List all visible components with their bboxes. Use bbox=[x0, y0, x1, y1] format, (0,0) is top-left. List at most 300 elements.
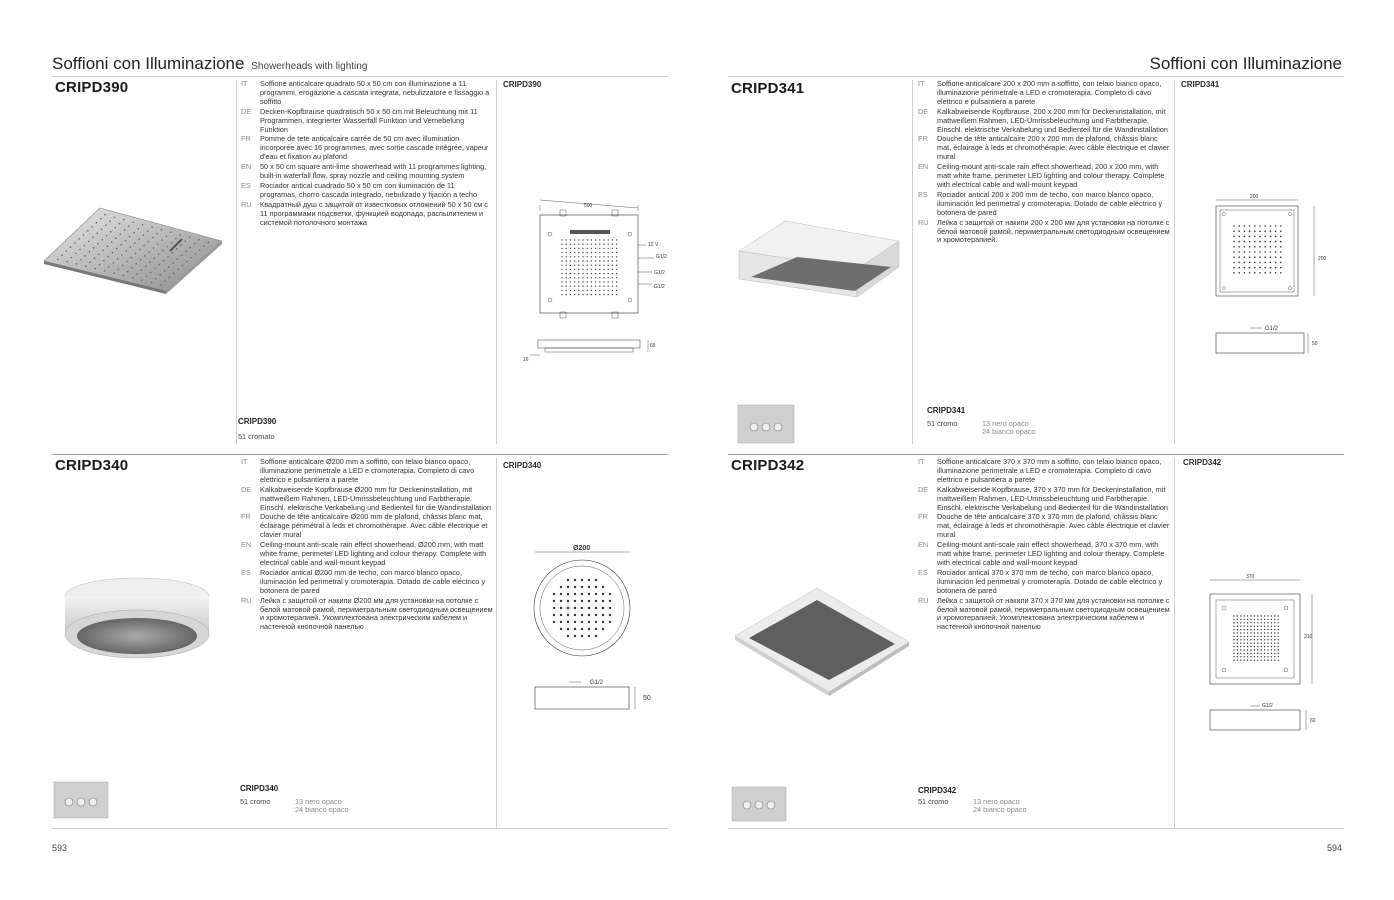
right-mid-divider bbox=[728, 454, 1344, 455]
nozzle-dot bbox=[603, 260, 604, 261]
nozzle-dot bbox=[599, 294, 600, 295]
nozzle-dot bbox=[566, 260, 567, 261]
nozzle-dot bbox=[591, 239, 592, 240]
nozzle-dot bbox=[1264, 236, 1266, 238]
nozzle-dot bbox=[595, 290, 596, 291]
nozzle-dot bbox=[1278, 636, 1279, 637]
nozzle-dot bbox=[582, 265, 583, 266]
nozzle-dot bbox=[1270, 230, 1272, 232]
nozzle-dot bbox=[1267, 619, 1268, 620]
nozzle-dot bbox=[167, 256, 169, 258]
nozzle-dot bbox=[570, 252, 571, 253]
technical-drawing-cripd341 bbox=[1210, 190, 1340, 360]
nozzle-dot bbox=[1233, 629, 1234, 630]
nozzle-dot bbox=[1244, 643, 1245, 644]
nozzle-dot bbox=[125, 250, 127, 252]
nozzle-dot bbox=[1233, 653, 1234, 654]
nozzle-dot bbox=[177, 269, 179, 271]
nozzle-dot bbox=[1264, 656, 1265, 657]
technical-drawing-cripd340 bbox=[525, 540, 655, 720]
nozzle-dot bbox=[1240, 653, 1241, 654]
nozzle-dot bbox=[1271, 629, 1272, 630]
nozzle-dot bbox=[612, 244, 613, 245]
nozzle-dot bbox=[1257, 632, 1258, 633]
nozzle-dot bbox=[595, 277, 596, 278]
keypad-image-cripd342 bbox=[732, 787, 786, 821]
nozzle-dot bbox=[172, 252, 174, 254]
nozzle-dot bbox=[588, 586, 590, 588]
nozzle-dot bbox=[135, 253, 137, 255]
nozzle-dot bbox=[599, 252, 600, 253]
nozzle-dot bbox=[553, 593, 555, 595]
nozzle-dot bbox=[1264, 643, 1265, 644]
nozzle-dot bbox=[567, 593, 569, 595]
nozzle-dot bbox=[1275, 236, 1277, 238]
nozzle-dot bbox=[595, 621, 597, 623]
nozzle-dot bbox=[1261, 649, 1262, 650]
nozzle-dot bbox=[122, 264, 124, 266]
nozzle-dot bbox=[574, 600, 576, 602]
nozzle-dot bbox=[578, 252, 579, 253]
nozzle-dot bbox=[1264, 646, 1265, 647]
desc-row: DE Kalkabweisende Kopfbrause Ø200 mm für Deckeninstallation, mit mattweißem Rahmen, LED-Umrissbeleuchtung und Farbtherapie. Einschl. elektrische Verkabelung und Bedienteil für die Wandinstallation bbox=[241, 484, 491, 512]
nozzle-dot bbox=[1249, 230, 1251, 232]
nozzle-dot bbox=[1264, 636, 1265, 637]
nozzle-dot bbox=[151, 282, 153, 284]
nozzle-dot bbox=[570, 281, 571, 282]
nozzle-dot bbox=[129, 236, 131, 238]
nozzle-dot bbox=[602, 600, 604, 602]
nozzle-dot bbox=[1254, 632, 1255, 633]
nozzle-dot bbox=[1257, 660, 1258, 661]
nozzle-dot bbox=[83, 234, 85, 236]
nozzle-dot bbox=[587, 281, 588, 282]
nozzle-dot bbox=[616, 244, 617, 245]
nozzle-dot bbox=[84, 255, 86, 257]
left-bottom-divider bbox=[52, 828, 668, 829]
nozzle-dot bbox=[148, 251, 150, 253]
nozzle-dot bbox=[582, 248, 583, 249]
nozzle-dot bbox=[553, 621, 555, 623]
nozzle-dot bbox=[1278, 660, 1279, 661]
nozzle-dot bbox=[76, 263, 78, 265]
nozzle-dot bbox=[161, 229, 163, 231]
nozzle-dot bbox=[1270, 267, 1272, 269]
showerhead-image-cripd340 bbox=[62, 576, 212, 664]
nozzle-dot bbox=[1254, 629, 1255, 630]
nozzle-dot bbox=[609, 614, 611, 616]
nozzle-dot bbox=[1237, 619, 1238, 620]
drawing-code-cripd341: CRIPD341 bbox=[1181, 80, 1220, 89]
nozzle-dot bbox=[1238, 230, 1240, 232]
nozzle-dot bbox=[1247, 649, 1248, 650]
nozzle-dot bbox=[595, 256, 596, 257]
nozzle-dot bbox=[1244, 632, 1245, 633]
nozzle-dot bbox=[136, 273, 138, 275]
nozzle-dot bbox=[1274, 619, 1275, 620]
nozzle-dot bbox=[566, 244, 567, 245]
nozzle-dot bbox=[1244, 660, 1245, 661]
nozzle-dot bbox=[1259, 230, 1261, 232]
nozzle-dot bbox=[153, 247, 155, 249]
nozzle-dot bbox=[588, 621, 590, 623]
nozzle-dot bbox=[1280, 256, 1282, 258]
nozzle-dot bbox=[1240, 619, 1241, 620]
nozzle-dot bbox=[84, 245, 86, 247]
nozzle-dot bbox=[1275, 256, 1277, 258]
nozzle-dot bbox=[1278, 656, 1279, 657]
finish-code-cripd341: CRIPD341 bbox=[927, 406, 966, 415]
nozzle-dot bbox=[102, 249, 104, 251]
nozzle-dot bbox=[616, 248, 617, 249]
nozzle-dot bbox=[1240, 660, 1241, 661]
nozzle-dot bbox=[1233, 643, 1234, 644]
nozzle-dot bbox=[1244, 230, 1246, 232]
nozzle-dot bbox=[1247, 619, 1248, 620]
nozzle-dot bbox=[1274, 622, 1275, 623]
nozzle-dot bbox=[112, 252, 114, 254]
nozzle-dot bbox=[1237, 639, 1238, 640]
nozzle-dot bbox=[66, 250, 68, 252]
nozzle-dot bbox=[75, 253, 77, 255]
nozzle-dot bbox=[1271, 646, 1272, 647]
nozzle-dot bbox=[1275, 241, 1277, 243]
nozzle-dot bbox=[595, 281, 596, 282]
nozzle-dot bbox=[140, 259, 142, 261]
nozzle-dot bbox=[1259, 225, 1261, 227]
nozzle-dot bbox=[612, 294, 613, 295]
nozzle-dot bbox=[1233, 225, 1235, 227]
nozzle-dot bbox=[1237, 622, 1238, 623]
nozzle-dot bbox=[1257, 646, 1258, 647]
nozzle-dot bbox=[566, 239, 567, 240]
nozzle-dot bbox=[166, 246, 168, 248]
nozzle-dot bbox=[1233, 622, 1234, 623]
finish-main-cripd342: 51 cromo bbox=[918, 797, 949, 806]
nozzle-dot bbox=[587, 252, 588, 253]
nozzle-dot bbox=[595, 586, 597, 588]
nozzle-dot bbox=[1250, 653, 1251, 654]
finish-code-cripd390: CRIPD390 bbox=[238, 417, 277, 426]
nozzle-dot bbox=[1244, 236, 1246, 238]
nozzle-dot bbox=[599, 260, 600, 261]
nozzle-dot bbox=[1247, 653, 1248, 654]
nozzle-dot bbox=[1238, 246, 1240, 248]
nozzle-dot bbox=[588, 579, 590, 581]
left-page-title-row bbox=[52, 54, 367, 74]
nozzle-dot bbox=[102, 239, 104, 241]
nozzle-dot bbox=[1244, 619, 1245, 620]
nozzle-dot bbox=[612, 281, 613, 282]
nozzle-dot bbox=[1264, 230, 1266, 232]
nozzle-dot bbox=[574, 579, 576, 581]
nozzle-dot bbox=[92, 237, 94, 239]
right-col-divider-1 bbox=[912, 80, 913, 444]
nozzle-dot bbox=[616, 239, 617, 240]
nozzle-dot bbox=[1240, 615, 1241, 616]
nozzle-dot bbox=[1244, 615, 1245, 616]
nozzle-dot bbox=[159, 274, 161, 276]
finish-code-cripd342: CRIPD342 bbox=[918, 786, 957, 795]
right-page-title: Soffioni con Illuminazione bbox=[1149, 54, 1342, 73]
nozzle-dot bbox=[97, 243, 99, 245]
nozzle-dot bbox=[1238, 251, 1240, 253]
nozzle-dot bbox=[561, 290, 562, 291]
keypad-image-cripd341 bbox=[738, 405, 794, 443]
nozzle-dot bbox=[1254, 241, 1256, 243]
nozzle-dot bbox=[587, 244, 588, 245]
left-col-divider-1 bbox=[236, 80, 237, 444]
nozzle-dot bbox=[130, 257, 132, 259]
left-col-divider-2 bbox=[496, 80, 497, 444]
nozzle-dot bbox=[608, 252, 609, 253]
nozzle-dot bbox=[574, 286, 575, 287]
nozzle-dot bbox=[574, 239, 575, 240]
nozzle-dot bbox=[133, 232, 135, 234]
nozzle-dot bbox=[1233, 256, 1235, 258]
nozzle-dot bbox=[138, 238, 140, 240]
nozzle-dot bbox=[1250, 622, 1251, 623]
nozzle-dot bbox=[1270, 251, 1272, 253]
nozzle-dot bbox=[1259, 251, 1261, 253]
nozzle-dot bbox=[145, 265, 147, 267]
nozzle-dot bbox=[168, 266, 170, 268]
nozzle-dot bbox=[566, 273, 567, 274]
nozzle-dot bbox=[123, 219, 125, 221]
nozzle-dot bbox=[1233, 230, 1235, 232]
nozzle-dot bbox=[1244, 622, 1245, 623]
nozzle-dot bbox=[161, 239, 163, 241]
nozzle-dot bbox=[578, 260, 579, 261]
nozzle-dot bbox=[1271, 626, 1272, 627]
nozzle-dot bbox=[561, 248, 562, 249]
desc-row: ES Rociador antical 370 x 370 mm de techo, con marco blanco opaco, iluminación led perimetral y cromoterapia. Dotado de cable eléctrico y botonera de pared bbox=[918, 567, 1163, 595]
nozzle-dot bbox=[566, 248, 567, 249]
nozzle-dot bbox=[1280, 241, 1282, 243]
nozzle-dot bbox=[134, 242, 136, 244]
nozzle-dot bbox=[1257, 619, 1258, 620]
nozzle-dot bbox=[106, 235, 108, 237]
nozzle-dot bbox=[1257, 622, 1258, 623]
nozzle-dot bbox=[123, 275, 125, 277]
nozzle-dot bbox=[130, 246, 132, 248]
nozzle-dot bbox=[131, 267, 133, 269]
nozzle-dot bbox=[1274, 636, 1275, 637]
nozzle-dot bbox=[582, 260, 583, 261]
nozzle-dot bbox=[616, 260, 617, 261]
nozzle-dot bbox=[591, 256, 592, 257]
nozzle-dot bbox=[1267, 649, 1268, 650]
nozzle-dot bbox=[1233, 646, 1234, 647]
nozzle-dot bbox=[1274, 632, 1275, 633]
nozzle-dot bbox=[1250, 632, 1251, 633]
nozzle-dot bbox=[1278, 626, 1279, 627]
desc-row: EN Ceiling-mount anti-scale rain effect showerhead, Ø200 mm, with matt white frame, perimeter LED lighting and colour therapy. Complete with electrical cable and wall-mount keypad bbox=[241, 540, 487, 567]
nozzle-dot bbox=[561, 239, 562, 240]
nozzle-dot bbox=[608, 265, 609, 266]
nozzle-dot bbox=[582, 252, 583, 253]
nozzle-dot bbox=[567, 579, 569, 581]
nozzle-dot bbox=[566, 277, 567, 278]
nozzle-dot bbox=[599, 286, 600, 287]
nozzle-dot bbox=[1247, 639, 1248, 640]
right-top-divider bbox=[728, 76, 1344, 77]
nozzle-dot bbox=[141, 269, 143, 271]
nozzle-dot bbox=[108, 266, 110, 268]
nozzle-dot bbox=[1274, 649, 1275, 650]
nozzle-dot bbox=[111, 241, 113, 243]
nozzle-dot bbox=[1257, 656, 1258, 657]
nozzle-dot bbox=[608, 256, 609, 257]
finish-alt-2-cripd342: 24 bianco opaco bbox=[973, 805, 1027, 814]
left-top-divider bbox=[52, 76, 668, 77]
nozzle-dot bbox=[588, 628, 590, 630]
nozzle-dot bbox=[567, 614, 569, 616]
nozzle-dot bbox=[1280, 251, 1282, 253]
nozzle-dot bbox=[160, 284, 162, 286]
nozzle-dot bbox=[574, 593, 576, 595]
nozzle-dot bbox=[132, 277, 134, 279]
nozzle-dot bbox=[1259, 272, 1261, 274]
nozzle-dot bbox=[1247, 643, 1248, 644]
nozzle-dot bbox=[1254, 251, 1256, 253]
nozzle-dot bbox=[588, 600, 590, 602]
nozzle-dot bbox=[1250, 656, 1251, 657]
nozzle-dot bbox=[1264, 629, 1265, 630]
nozzle-dot bbox=[203, 245, 205, 247]
nozzle-dot bbox=[1254, 236, 1256, 238]
nozzle-dot bbox=[151, 226, 153, 228]
nozzle-dot bbox=[1240, 622, 1241, 623]
nozzle-dot bbox=[582, 281, 583, 282]
nozzle-dot bbox=[608, 260, 609, 261]
nozzle-dot bbox=[570, 277, 571, 278]
nozzle-dot bbox=[181, 255, 183, 257]
nozzle-dot bbox=[581, 614, 583, 616]
right-page-number: 594 bbox=[1326, 843, 1342, 853]
nozzle-dot bbox=[560, 628, 562, 630]
nozzle-dot bbox=[1233, 246, 1235, 248]
nozzle-dot bbox=[1244, 225, 1246, 227]
nozzle-dot bbox=[1238, 272, 1240, 274]
nozzle-dot bbox=[1261, 643, 1262, 644]
nozzle-dot bbox=[588, 607, 590, 609]
nozzle-dot bbox=[1247, 646, 1248, 647]
svg-text:G1/2: G1/2 bbox=[654, 270, 665, 276]
nozzle-dot bbox=[1275, 272, 1277, 274]
nozzle-dot bbox=[591, 294, 592, 295]
nozzle-dot bbox=[1244, 267, 1246, 269]
nozzle-dot bbox=[1254, 646, 1255, 647]
nozzle-dot bbox=[1271, 619, 1272, 620]
nozzle-dot bbox=[1244, 241, 1246, 243]
nozzle-dot bbox=[1250, 643, 1251, 644]
desc-row: RU Квадратный душ с защитой от известковых отложений 50 х 50 см с 11 программами подсветки, функцией водопада, распылителем и системой потолочного монтажа bbox=[241, 199, 488, 227]
nozzle-dot bbox=[609, 607, 611, 609]
nozzle-dot bbox=[1280, 230, 1282, 232]
nozzle-dot bbox=[1280, 246, 1282, 248]
nozzle-dot bbox=[180, 244, 182, 246]
nozzle-dot bbox=[587, 256, 588, 257]
nozzle-dot bbox=[80, 259, 82, 261]
nozzle-dot bbox=[87, 230, 89, 232]
nozzle-dot bbox=[578, 286, 579, 287]
nozzle-dot bbox=[1244, 653, 1245, 654]
nozzle-dot bbox=[1244, 649, 1245, 650]
nozzle-dot bbox=[112, 262, 114, 264]
nozzle-dot bbox=[1244, 251, 1246, 253]
nozzle-dot bbox=[1254, 639, 1255, 640]
nozzle-dot bbox=[599, 269, 600, 270]
svg-text:G1/2: G1/2 bbox=[656, 254, 667, 260]
nozzle-dot bbox=[142, 224, 144, 226]
nozzle-dot bbox=[190, 257, 192, 259]
nozzle-dot bbox=[1275, 251, 1277, 253]
nozzle-dot bbox=[1271, 636, 1272, 637]
technical-drawing-cripd390 bbox=[520, 200, 670, 370]
nozzle-dot bbox=[603, 277, 604, 278]
nozzle-dot bbox=[1271, 643, 1272, 644]
nozzle-dot bbox=[599, 290, 600, 291]
nozzle-dot bbox=[136, 263, 138, 265]
nozzle-dot bbox=[176, 248, 178, 250]
desc-row: DE Decken-Kopfbrause quadratisch 50 x 50 cm mit Beleuchtung mit 11 Programmen, integrierter Wasserfall Funktion und Vernebelung Funktion bbox=[241, 106, 478, 134]
desc-row: IT Soffione anticalcare 200 x 200 mm a soffitto, con telaio bianco opaco, illuminazione perimetrale a LED e cromoterapia. Completo di cavo elettrico e pulsantiera a parete bbox=[918, 79, 1162, 106]
nozzle-dot bbox=[1237, 615, 1238, 616]
nozzle-dot bbox=[1233, 251, 1235, 253]
nozzle-dot bbox=[144, 255, 146, 257]
nozzle-dot bbox=[578, 277, 579, 278]
nozzle-dot bbox=[1274, 660, 1275, 661]
nozzle-dot bbox=[1257, 626, 1258, 627]
nozzle-dot bbox=[553, 614, 555, 616]
nozzle-dot bbox=[1233, 636, 1234, 637]
nozzle-dot bbox=[1261, 639, 1262, 640]
nozzle-dot bbox=[1249, 272, 1251, 274]
nozzle-dot bbox=[581, 635, 583, 637]
nozzle-dot bbox=[103, 260, 105, 262]
nozzle-dot bbox=[608, 273, 609, 274]
nozzle-dot bbox=[574, 256, 575, 257]
nozzle-dot bbox=[1238, 225, 1240, 227]
nozzle-dot bbox=[107, 245, 109, 247]
nozzle-dot bbox=[143, 234, 145, 236]
nozzle-dot bbox=[1247, 632, 1248, 633]
nozzle-dot bbox=[1254, 272, 1256, 274]
svg-text:200: 200 bbox=[1318, 256, 1327, 262]
nozzle-dot bbox=[1259, 241, 1261, 243]
nozzle-dot bbox=[1254, 622, 1255, 623]
nozzle-dot bbox=[1238, 241, 1240, 243]
left-page-number: 593 bbox=[52, 843, 68, 853]
description-cripd342 bbox=[918, 458, 1172, 633]
nozzle-dot bbox=[164, 280, 166, 282]
product-code-cripd341: CRIPD341 bbox=[731, 80, 805, 97]
nozzle-dot bbox=[127, 271, 129, 273]
nozzle-dot bbox=[595, 607, 597, 609]
nozzle-dot bbox=[104, 270, 106, 272]
nozzle-dot bbox=[1271, 660, 1272, 661]
nozzle-dot bbox=[132, 221, 134, 223]
desc-row: EN 50 x 50 cm square anti-lime showerhead with 11 programmes lighting, built-in waterfall flow, spray nozzle and ceiling mounting system bbox=[241, 162, 487, 181]
nozzle-dot bbox=[89, 251, 91, 253]
nozzle-dot bbox=[195, 253, 197, 255]
nozzle-dot bbox=[608, 277, 609, 278]
nozzle-dot bbox=[138, 228, 140, 230]
nozzle-dot bbox=[591, 260, 592, 261]
nozzle-dot bbox=[1247, 656, 1248, 657]
desc-row: RU Лейка с защитой от накипи Ø200 мм для установки на потолке с белой матовой рамой, периметральным светодиодным освещением и хромотерапией. Укомплектована электрическим кабелем и настенной кнопочной панелью bbox=[241, 595, 493, 632]
